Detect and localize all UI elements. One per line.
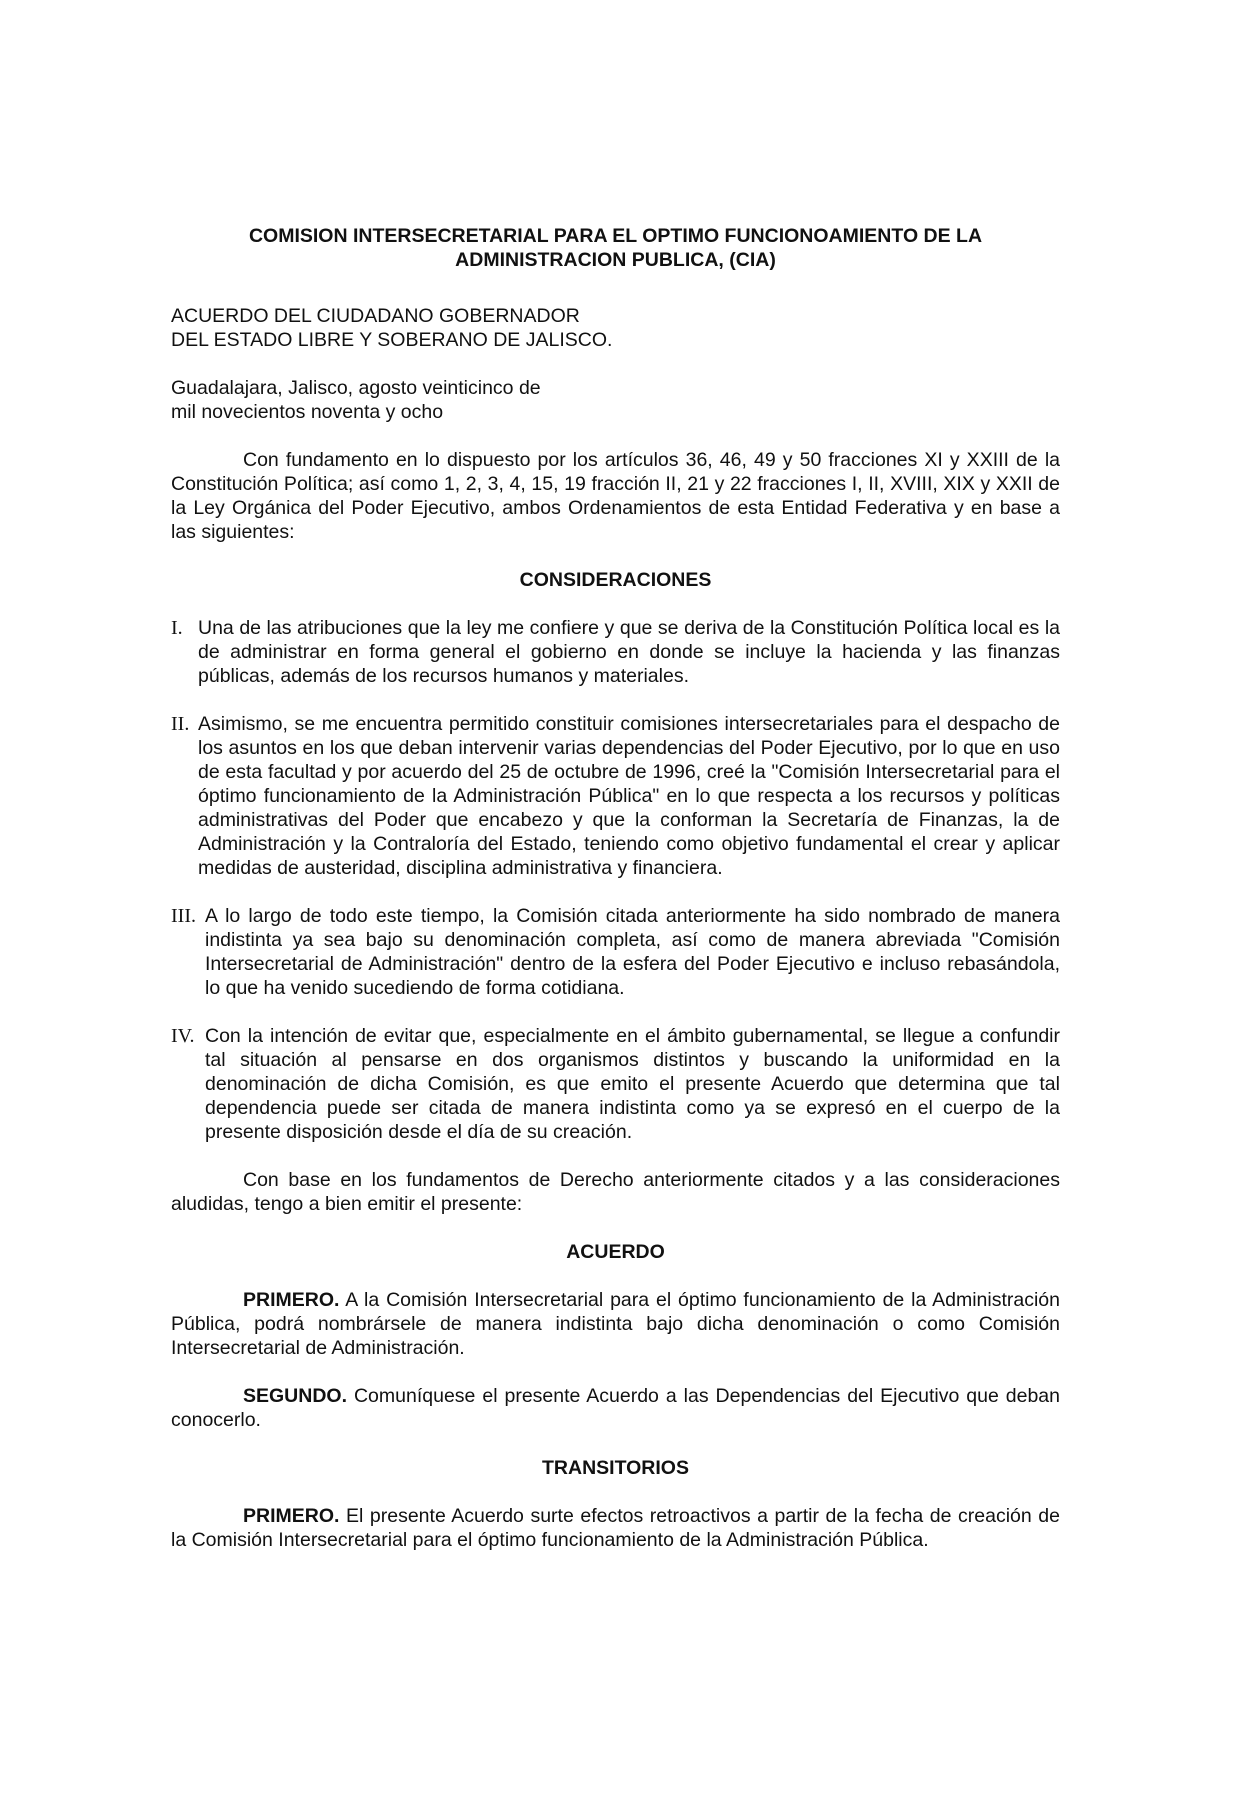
consideration-text: Una de las atribuciones que la ley me confiere y que se deriva de la Constitución Política local es la de administrar en forma general el gobierno en donde se incluye la hacienda y las finanzas públicas, además de los recursos humanos y materiales. — [198, 617, 1060, 687]
article-text: A la Comisión Intersecretarial para el óptimo funcionamiento de la Administración Pública, podrá nombrársele de manera indistinta bajo dicha denominación o como Comisión Intersecretarial de Administración. — [171, 1289, 1060, 1359]
acuerdo-header-line-2: DEL ESTADO LIBRE Y SOBERANO DE JALISCO. — [171, 329, 613, 351]
consideration-item — [171, 1024, 1060, 1144]
place-date-line-1: Guadalajara, Jalisco, agosto veinticinco de — [171, 377, 541, 399]
consideration-numeral: IV. — [171, 1025, 195, 1047]
consideration-text: A lo largo de todo este tiempo, la Comisión citada anteriormente ha sido nombrado de manera indistinta ya sea bajo su denominación completa, así como de manera abreviada "Comisión Intersecretarial de Administración" dentro de la esfera del Poder Ejecutivo e incluso rebasándola, lo que ha venido sucediendo de forma cotidiana. — [205, 905, 1060, 999]
article-text: Comuníquese el presente Acuerdo a las Dependencias del Ejecutivo que deban conocerlo. — [171, 1385, 1060, 1431]
article-label: PRIMERO. — [243, 1505, 340, 1527]
place-date-line-2: mil novecientos noventa y ocho — [171, 401, 444, 423]
considerations-heading: CONSIDERACIONES — [519, 569, 712, 591]
acuerdo-article — [171, 1288, 1060, 1360]
acuerdo-header-line-1: ACUERDO DEL CIUDADANO GOBERNADOR — [171, 305, 580, 327]
article-text: El presente Acuerdo surte efectos retroactivos a partir de la fecha de creación de la Comisión Intersecretarial para el óptimo funcionamiento de la Administración Pública. — [171, 1505, 1060, 1551]
acuerdo-article — [171, 1384, 1060, 1432]
document-title-line-1: COMISION INTERSECRETARIAL PARA EL OPTIMO FUNCIONOAMIENTO DE LA — [248, 225, 983, 247]
consideration-numeral: I. — [171, 617, 183, 639]
consideration-text: Con la intención de evitar que, especialmente en el ámbito gubernamental, se llegue a confundir tal situación al pensarse en dos organismos distintos y buscando la uniformidad en la denominación de dicha Comisión, es que emito el presente Acuerdo que determina que tal dependencia puede ser citada de manera indistinta como ya se expresó en el cuerpo de la presente disposición desde el día de su creación. — [205, 1025, 1060, 1143]
acuerdo-header — [171, 304, 1060, 352]
consideration-text: Asimismo, se me encuentra permitido constituir comisiones intersecretariales para el despacho de los asuntos en los que deban intervenir varias dependencias del Poder Ejecutivo, por lo que en uso de esta facultad y por acuerdo del 25 de octubre de 1996, creé la "Comisión Intersecretarial para el óptimo funcionamiento de la Administración Pública" en lo que respecta a los recursos y políticas administrativas del Poder que encabezo y que la conforman la Secretaría de Finanzas, la de Administración y la Contraloría del Estado, teniendo como objetivo fundamental el crear y aplicar medidas de austeridad, disciplina administrativa y financiera. — [198, 713, 1060, 879]
consideration-numeral: II. — [171, 713, 190, 735]
document-page — [171, 224, 1060, 1576]
intro-paragraph: Con fundamento en lo dispuesto por los artículos 36, 46, 49 y 50 fracciones XI y XXIII de la Constitución Política; así como 1, 2, 3, 4, 15, 19 fracción II, 21 y 22 fracciones I, II, XVIII, XIX y XXII de la Ley Orgánica del Poder Ejecutivo, ambos Ordenamientos de esta Entidad Federativa y en base a las siguientes: — [171, 449, 1060, 543]
article-label: SEGUNDO. — [243, 1385, 348, 1407]
document-title-line-2: ADMINISTRACION PUBLICA, (CIA) — [455, 249, 776, 271]
closing-intro-paragraph: Con base en los fundamentos de Derecho anteriormente citados y a las consideraciones aludidas, tengo a bien emitir el presente: — [171, 1169, 1060, 1215]
consideration-item — [171, 904, 1060, 1000]
consideration-item — [171, 616, 1060, 688]
transitorio-article — [171, 1504, 1060, 1552]
consideration-item — [171, 712, 1060, 880]
document-title — [171, 224, 1060, 272]
place-date — [171, 376, 1060, 424]
acuerdo-heading: ACUERDO — [566, 1241, 665, 1263]
transitorios-heading: TRANSITORIOS — [542, 1457, 689, 1479]
article-label: PRIMERO. — [243, 1289, 340, 1311]
consideration-numeral: III. — [171, 905, 196, 927]
